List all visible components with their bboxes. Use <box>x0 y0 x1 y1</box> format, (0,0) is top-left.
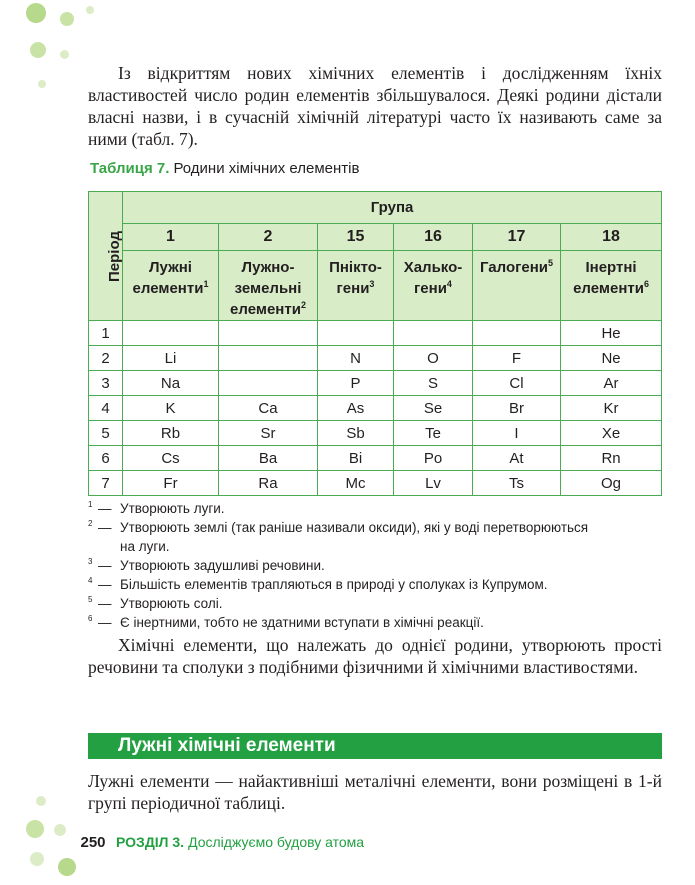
footnote-mark: 5 <box>88 595 93 604</box>
group-name-line: Лужні <box>149 259 192 276</box>
element-cell: Rb <box>123 421 219 446</box>
element-cell: K <box>123 396 219 421</box>
footnote-mark <box>88 537 98 556</box>
element-cell: Lv <box>394 471 473 496</box>
footnote-dash <box>98 537 120 556</box>
element-cell: Ba <box>219 446 318 471</box>
section-title: Досліджуємо будову атома <box>188 834 365 850</box>
third-paragraph-text: Лужні елементи — найактивніші металічні елементи, вони розміщені в 1-й групі періодичної таблиці. <box>88 771 662 813</box>
period-header-text: Період <box>105 230 123 282</box>
period-number: 5 <box>89 421 123 446</box>
footnote <box>88 613 648 632</box>
group-name-line: Халько- <box>403 259 463 276</box>
footnote-ref: 4 <box>446 279 452 289</box>
footnote-dash: — <box>98 596 112 611</box>
page-number: 250 <box>74 828 112 856</box>
footnote-mark: 1 <box>88 500 93 509</box>
group-name-halogens <box>473 251 561 321</box>
element-cell: Mc <box>318 471 394 496</box>
element-cell <box>219 321 318 346</box>
table-row <box>89 346 662 371</box>
element-cell: Se <box>394 396 473 421</box>
group-name-line: елементи <box>132 280 204 297</box>
footnote-ref: 5 <box>548 258 554 268</box>
decor-dot <box>86 6 94 14</box>
element-cell: Cl <box>473 371 561 396</box>
period-number: 6 <box>89 446 123 471</box>
element-cell: At <box>473 446 561 471</box>
group-number: 16 <box>394 224 473 251</box>
element-cell: S <box>394 371 473 396</box>
group-header: Група <box>123 192 662 224</box>
decor-dot <box>26 820 44 838</box>
table-caption <box>90 160 359 177</box>
group-number: 1 <box>123 224 219 251</box>
group-name-alkaline-earth <box>219 251 318 321</box>
element-cell: Fr <box>123 471 219 496</box>
table-row <box>89 396 662 421</box>
element-cell: Xe <box>561 421 662 446</box>
intro-paragraph-text: Із відкриттям нових хімічних елементів і дослідженням їхніх властивостей число родин елементів збільшувалося. Деякі родини дістали власні назви, і в сучасній хімічній літературі часто їх називають саме за ними (табл. 7). <box>88 63 662 149</box>
footnote-text: Утворюють солі. <box>120 596 223 611</box>
footnote-dash: — <box>98 501 112 516</box>
footnote <box>88 556 648 575</box>
decor-dot <box>60 12 74 26</box>
element-cell: Br <box>473 396 561 421</box>
group-name-chalcogens <box>394 251 473 321</box>
element-cell: Ar <box>561 371 662 396</box>
footnote-text: Утворюють землі (так раніше називали оксиди), які у воді перетворюються <box>120 520 589 535</box>
decor-dot <box>38 80 46 88</box>
element-cell: Og <box>561 471 662 496</box>
footnote-ref: 1 <box>203 279 209 289</box>
footnote <box>88 537 648 556</box>
group-number: 2 <box>219 224 318 251</box>
period-number: 7 <box>89 471 123 496</box>
table-caption-label: Таблиця 7. <box>90 160 170 177</box>
group-name-inert <box>561 251 662 321</box>
footnote-ref: 3 <box>369 279 375 289</box>
element-cell: O <box>394 346 473 371</box>
footnote-dash: — <box>98 615 112 630</box>
table-row <box>89 321 662 346</box>
group-name-line: Інертні <box>585 259 637 276</box>
table-header-name-row <box>89 251 662 321</box>
element-cell <box>219 346 318 371</box>
footnote <box>88 499 648 518</box>
element-cell: Ca <box>219 396 318 421</box>
period-number: 3 <box>89 371 123 396</box>
third-paragraph <box>88 770 662 814</box>
footnote-mark: 3 <box>88 557 93 566</box>
group-number: 17 <box>473 224 561 251</box>
table-row <box>89 421 662 446</box>
footnote <box>88 594 648 613</box>
table-row <box>89 471 662 496</box>
second-paragraph-text: Хімічні елементи, що належать до однієї родини, утворюють прості речовини та сполуки з подібними фізичними й хімічними властивостями. <box>88 635 662 677</box>
decor-dot <box>36 796 46 806</box>
footnote-mark: 4 <box>88 576 93 585</box>
group-name-line: елементи <box>573 280 644 297</box>
decor-dot <box>58 858 76 876</box>
decor-dot <box>30 852 44 866</box>
group-name-line: земельні <box>234 280 302 297</box>
table-row <box>89 446 662 471</box>
table-header-group-row <box>89 192 662 224</box>
element-cell: Sb <box>318 421 394 446</box>
element-cell: Li <box>123 346 219 371</box>
footnote-text: Більшість елементів трапляються в природі у сполуках із Купрумом. <box>120 577 548 592</box>
footnote <box>88 575 648 594</box>
element-cell: Na <box>123 371 219 396</box>
element-cell <box>123 321 219 346</box>
table-caption-text: Родини хімічних елементів <box>173 160 360 177</box>
element-cell: He <box>561 321 662 346</box>
group-number: 15 <box>318 224 394 251</box>
element-cell: Ra <box>219 471 318 496</box>
section-label: РОЗДІЛ 3. <box>116 834 185 850</box>
group-name-alkali <box>123 251 219 321</box>
element-cell: Bi <box>318 446 394 471</box>
decor-dot <box>30 42 46 58</box>
element-cell: I <box>473 421 561 446</box>
element-cell: F <box>473 346 561 371</box>
element-cell <box>473 321 561 346</box>
footnote-mark: 2 <box>88 519 93 528</box>
element-cell: Sr <box>219 421 318 446</box>
footnote-dash: — <box>98 520 112 535</box>
section-banner <box>88 733 662 759</box>
group-name-line: Лужно- <box>241 259 295 276</box>
page-footer <box>74 828 364 856</box>
group-name-pnictogens <box>318 251 394 321</box>
group-name-line: Галогени <box>479 259 548 276</box>
group-name-line: гени <box>414 280 447 297</box>
decor-dot <box>26 3 46 23</box>
group-name-line: елементи <box>230 301 301 318</box>
footnote-text: Є інертними, тобто не здатними вступати в хімічні реакції. <box>120 615 484 630</box>
section-banner-title: Лужні хімічні елементи <box>118 735 336 756</box>
group-name-line: гени <box>336 280 370 297</box>
element-cell: Te <box>394 421 473 446</box>
footnote-mark: 6 <box>88 614 93 623</box>
group-number: 18 <box>561 224 662 251</box>
table-body <box>89 321 662 496</box>
element-cell: N <box>318 346 394 371</box>
element-cell <box>318 321 394 346</box>
table-header-number-row <box>89 224 662 251</box>
period-number: 2 <box>89 346 123 371</box>
element-cell: Cs <box>123 446 219 471</box>
element-cell: Kr <box>561 396 662 421</box>
footnote <box>88 518 648 537</box>
period-header <box>89 192 123 321</box>
element-cell: Po <box>394 446 473 471</box>
element-cell: P <box>318 371 394 396</box>
period-number: 1 <box>89 321 123 346</box>
footnotes <box>88 499 648 632</box>
element-cell: As <box>318 396 394 421</box>
footnote-text: Утворюють луги. <box>120 501 225 516</box>
period-number: 4 <box>89 396 123 421</box>
element-families-table <box>88 191 662 496</box>
footnote-text: Утворюють задушливі речовини. <box>120 558 325 573</box>
footnote-ref: 2 <box>300 300 306 310</box>
element-cell <box>394 321 473 346</box>
decor-dot <box>60 50 69 59</box>
second-paragraph <box>88 634 662 678</box>
footnote-text: на луги. <box>120 539 170 554</box>
footnote-dash: — <box>98 558 112 573</box>
element-cell: Ne <box>561 346 662 371</box>
footnote-dash: — <box>98 577 112 592</box>
table-row <box>89 371 662 396</box>
element-cell <box>219 371 318 396</box>
footnote-ref: 6 <box>643 279 649 289</box>
element-cell: Ts <box>473 471 561 496</box>
decor-dot <box>54 824 66 836</box>
element-cell: Rn <box>561 446 662 471</box>
intro-paragraph <box>88 62 662 150</box>
group-name-line: Пнікто- <box>329 259 382 276</box>
